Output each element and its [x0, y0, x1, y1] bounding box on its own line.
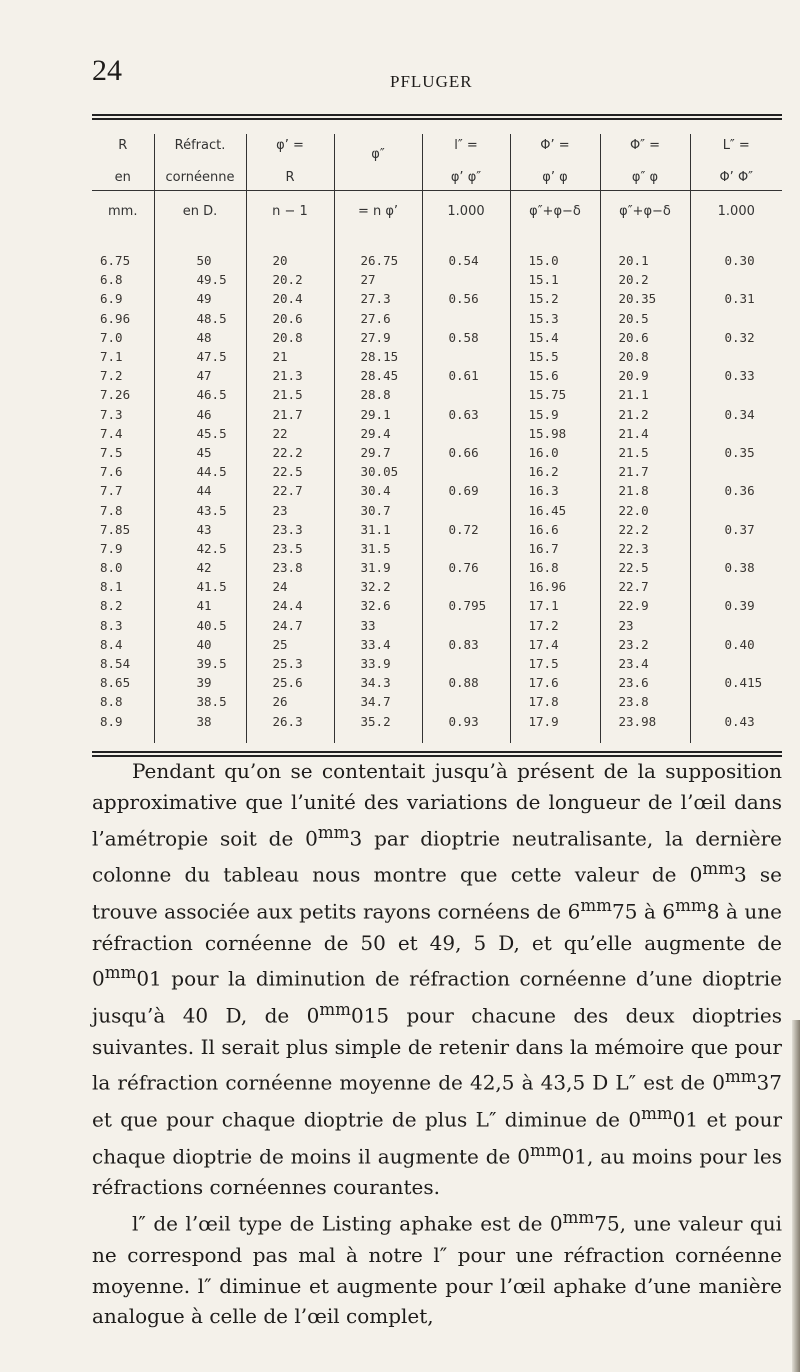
header-row-formulas	[92, 134, 782, 191]
table-row	[92, 385, 782, 404]
table-cell: 47	[154, 366, 246, 385]
table-cell: 22.2	[600, 520, 690, 539]
table-cell: 0.795	[422, 596, 510, 615]
column-header-3: φ″	[334, 134, 422, 191]
table-row	[92, 270, 782, 289]
table-cell: 15.5	[510, 347, 600, 366]
table-cell: 23.4	[600, 654, 690, 673]
table-cell: 22.5	[246, 462, 334, 481]
table-cell: 40	[154, 635, 246, 654]
table-cell	[422, 424, 510, 443]
table-cell: 22.7	[600, 577, 690, 596]
table-cell: 0.54	[422, 231, 510, 270]
table-cell: 46	[154, 405, 246, 424]
table-cell: 8.2	[100, 598, 123, 614]
table-cell: 15.4	[510, 328, 600, 347]
table-cell: 23	[600, 616, 690, 635]
table-cell: 26.3	[246, 712, 334, 743]
table-cell	[690, 309, 782, 328]
table-cell: 0.76	[422, 558, 510, 577]
table-cell: 15.75	[510, 385, 600, 404]
table-cell: 23.8	[246, 558, 334, 577]
running-head: PFLUGER	[390, 72, 473, 91]
table-cell: 48	[154, 328, 246, 347]
table-cell: 0.31	[690, 289, 782, 308]
table-cell: 25	[246, 635, 334, 654]
table-cell: 21.5	[600, 443, 690, 462]
table-cell: 49	[154, 289, 246, 308]
table-row	[92, 654, 782, 673]
table-cell: 38.5	[154, 692, 246, 711]
table-cell	[422, 385, 510, 404]
table-cell: 20.4	[246, 289, 334, 308]
table-cell: 31.1	[334, 520, 422, 539]
table-cell: 17.1	[510, 596, 600, 615]
table-cell: 22.2	[246, 443, 334, 462]
table-cell: 23.8	[600, 692, 690, 711]
table-cell: 32.6	[334, 596, 422, 615]
table-cell: 6.75	[100, 253, 131, 269]
table-cell: 7.8	[100, 502, 123, 518]
table-cell	[690, 385, 782, 404]
table-cell: 16.8	[510, 558, 600, 577]
table-cell	[690, 347, 782, 366]
table-cell: 31.5	[334, 539, 422, 558]
table-cell: 15.0	[510, 231, 600, 270]
column-subheader-4: 1.000	[422, 191, 510, 232]
column-subheader-7: 1.000	[690, 191, 782, 232]
table-row	[92, 405, 782, 424]
table-body	[92, 231, 782, 743]
table-cell: 16.96	[510, 577, 600, 596]
column-header-0: R en	[92, 134, 154, 191]
column-subheader-0: mm.	[108, 203, 138, 219]
table-cell: 22.9	[600, 596, 690, 615]
table-cell: 23.5	[246, 539, 334, 558]
table-cell: 33.4	[334, 635, 422, 654]
table-cell: 16.3	[510, 481, 600, 500]
data-table-container	[92, 114, 782, 757]
table-cell: 42.5	[154, 539, 246, 558]
body-text	[92, 756, 782, 1332]
table-cell: 8.54	[100, 656, 131, 672]
header-row-units	[92, 191, 782, 232]
table-cell: 26	[246, 692, 334, 711]
table-cell: 0.37	[690, 520, 782, 539]
table-cell: 0.32	[690, 328, 782, 347]
table-cell: 8.1	[100, 579, 123, 595]
table-cell: 15.3	[510, 309, 600, 328]
table-cell: 20.2	[246, 270, 334, 289]
table-cell: 17.4	[510, 635, 600, 654]
column-header-6: Φ″ = φ″ φ	[600, 134, 690, 191]
table-cell: 17.8	[510, 692, 600, 711]
table-cell: 8.65	[100, 675, 131, 691]
table-cell: 29.4	[334, 424, 422, 443]
table-cell: 21.7	[246, 405, 334, 424]
table-cell: 17.9	[510, 712, 600, 743]
column-header-4: l″ = φ’ φ″	[422, 134, 510, 191]
page-edge-shadow	[792, 1020, 800, 1372]
table-cell: 30.05	[334, 462, 422, 481]
table-cell: 22.7	[246, 481, 334, 500]
table-row	[92, 347, 782, 366]
table-cell: 20.5	[600, 309, 690, 328]
table-cell: 15.2	[510, 289, 600, 308]
table-cell: 39	[154, 673, 246, 692]
table-cell: 7.2	[100, 368, 123, 384]
paragraph-2: l″ de l’œil type de Listing aphake est de $0^{mm}75$, une valeur qui ne correspond pas mal à notre l″ pour une réfraction cornéenne moyenne. l″ diminue et augmente pour l’œil aphake d’une manière analogue à celle de l’œil complet,	[92, 1208, 783, 1329]
table-row	[92, 692, 782, 711]
table-cell: 7.5	[100, 444, 123, 460]
column-header-7: L″ = Φ’ Φ″	[690, 134, 782, 191]
table-cell: 27.3	[334, 289, 422, 308]
table-cell	[690, 424, 782, 443]
page-number: 24	[92, 54, 122, 87]
table-row	[92, 424, 782, 443]
column-header-5: Φ’ = φ’ φ	[510, 134, 600, 191]
table-cell: 25.6	[246, 673, 334, 692]
table-cell: 28.15	[334, 347, 422, 366]
table-row	[92, 481, 782, 500]
table-row	[92, 520, 782, 539]
table-cell: 16.45	[510, 500, 600, 519]
table-cell: 0.43	[690, 712, 782, 743]
table-row	[92, 635, 782, 654]
table-cell: 33.9	[334, 654, 422, 673]
table-cell	[690, 692, 782, 711]
table-cell: 16.6	[510, 520, 600, 539]
column-subheader-5: φ″+φ−δ	[510, 191, 600, 232]
table-cell: 17.5	[510, 654, 600, 673]
table-cell: 45.5	[154, 424, 246, 443]
table-cell: 23.3	[246, 520, 334, 539]
table-cell: 22	[246, 424, 334, 443]
table-cell: 27	[334, 270, 422, 289]
table-cell: 15.9	[510, 405, 600, 424]
table-cell: 7.9	[100, 540, 123, 556]
column-header-1: Réfract. cornéenne	[154, 134, 246, 191]
table-cell: 41	[154, 596, 246, 615]
table-cell	[422, 347, 510, 366]
table-cell: 8.9	[100, 713, 123, 729]
table-row	[92, 366, 782, 385]
table-cell: 24.4	[246, 596, 334, 615]
table-cell: 16.7	[510, 539, 600, 558]
table-cell: 20.8	[600, 347, 690, 366]
table-cell: 7.7	[100, 483, 123, 499]
table-cell: 7.1	[100, 349, 123, 365]
table-cell	[690, 577, 782, 596]
table-cell: 34.7	[334, 692, 422, 711]
table-cell: 15.98	[510, 424, 600, 443]
table-cell: 49.5	[154, 270, 246, 289]
table-cell: 23.98	[600, 712, 690, 743]
table-cell: 0.35	[690, 443, 782, 462]
table-cell: 7.26	[100, 387, 131, 403]
table-cell: 0.88	[422, 673, 510, 692]
table-cell: 35.2	[334, 712, 422, 743]
table-cell: 21.5	[246, 385, 334, 404]
table-cell: 7.4	[100, 425, 123, 441]
table-cell: 0.34	[690, 405, 782, 424]
column-subheader-2: n − 1	[246, 191, 334, 232]
table-cell: 20.35	[600, 289, 690, 308]
table-cell: 40.5	[154, 616, 246, 635]
table-cell: 30.4	[334, 481, 422, 500]
table-cell: 26.75	[334, 231, 422, 270]
column-subheader-3: = n φ’	[334, 191, 422, 232]
table-cell: 28.45	[334, 366, 422, 385]
table-cell: 20	[246, 231, 334, 270]
table-cell: 0.30	[690, 231, 782, 270]
table-cell: 22.3	[600, 539, 690, 558]
table-cell: 21.4	[600, 424, 690, 443]
table-cell	[690, 462, 782, 481]
table-cell: 21.8	[600, 481, 690, 500]
table-cell: 17.2	[510, 616, 600, 635]
table-cell: 16.2	[510, 462, 600, 481]
table-row	[92, 462, 782, 481]
table-cell: 39.5	[154, 654, 246, 673]
table-cell: 24.7	[246, 616, 334, 635]
table-cell: 50	[154, 231, 246, 270]
table-cell: 20.6	[246, 309, 334, 328]
table-cell: 44.5	[154, 462, 246, 481]
table-row	[92, 539, 782, 558]
table-cell: 6.96	[100, 310, 131, 326]
table-cell: 15.1	[510, 270, 600, 289]
table-cell: 34.3	[334, 673, 422, 692]
table-cell: 8.0	[100, 560, 123, 576]
table-cell: 0.61	[422, 366, 510, 385]
table-cell: 42	[154, 558, 246, 577]
table-cell: 0.40	[690, 635, 782, 654]
table-cell: 0.58	[422, 328, 510, 347]
table-cell	[690, 616, 782, 635]
table-cell: 20.1	[600, 231, 690, 270]
table-cell: 0.72	[422, 520, 510, 539]
table-cell	[422, 270, 510, 289]
table-cell: 27.9	[334, 328, 422, 347]
table-cell: 0.38	[690, 558, 782, 577]
table-cell: 15.6	[510, 366, 600, 385]
table-row	[92, 596, 782, 615]
table-cell: 21.2	[600, 405, 690, 424]
table-cell: 45	[154, 443, 246, 462]
table-cell: 25.3	[246, 654, 334, 673]
table-cell	[422, 654, 510, 673]
table-cell: 28.8	[334, 385, 422, 404]
table-cell: 24	[246, 577, 334, 596]
table-cell: 38	[154, 712, 246, 743]
table-cell	[422, 500, 510, 519]
table-cell: 0.69	[422, 481, 510, 500]
table-cell: 16.0	[510, 443, 600, 462]
table-cell: 20.9	[600, 366, 690, 385]
table-cell: 7.85	[100, 521, 131, 537]
table-cell: 31.9	[334, 558, 422, 577]
table-cell	[690, 270, 782, 289]
table-cell: 0.36	[690, 481, 782, 500]
table-cell: 43	[154, 520, 246, 539]
column-header-2: φ’ = R	[246, 134, 334, 191]
table-cell: 29.1	[334, 405, 422, 424]
table-cell: 17.6	[510, 673, 600, 692]
table-cell: 0.415	[690, 673, 782, 692]
table-cell: 0.83	[422, 635, 510, 654]
table-cell: 27.6	[334, 309, 422, 328]
table-row	[92, 500, 782, 519]
table-cell: 0.33	[690, 366, 782, 385]
table-cell: 43.5	[154, 500, 246, 519]
column-subheader-1: en D.	[154, 191, 246, 232]
table-cell: 8.4	[100, 636, 123, 652]
table-cell: 22.0	[600, 500, 690, 519]
table-cell	[422, 692, 510, 711]
table-cell: 8.3	[100, 617, 123, 633]
table-cell: 21.1	[600, 385, 690, 404]
table-cell: 44	[154, 481, 246, 500]
table-cell	[422, 616, 510, 635]
table-cell: 21	[246, 347, 334, 366]
paragraph-1: Pendant qu’on se contentait jusqu’à présent de la supposition approximative que l’unité des variations de longueur de l’œil dans l’amétropie soit de $0^{mm}3$ par dioptrie neutralisante, la dernière colonne du tableau nous montre que cette valeur de $0^{mm}3$ se trouve associée aux petits rayons cornéens de $6^{mm}75$ à $6^{mm}8$ à une réfraction cornéenne de 50 et 49, 5 D, et qu’elle augmente de $0^{mm}01$ pour la diminution de réfraction cornéenne d’une dioptrie jusqu’à 40 D, de $0^{mm}015$ pour chacune des deux dioptries suivantes. Il serait plus simple de retenir dans la mémoire que pour la réfraction cornéenne moyenne de 42,5 à 43,5 D L″ est de $0^{mm}37$ et que pour chaque dioptrie de plus L″ diminue de $0^{mm}01$ et pour chaque dioptrie de moins il augmente de $0^{mm}01$, au moins pour les réfractions cornéennes courantes.	[92, 759, 783, 1200]
table-cell: 0.93	[422, 712, 510, 743]
data-table	[92, 134, 782, 743]
table-cell	[690, 539, 782, 558]
table-cell: 20.2	[600, 270, 690, 289]
table-cell: 20.8	[246, 328, 334, 347]
table-cell: 29.7	[334, 443, 422, 462]
table-cell: 21.3	[246, 366, 334, 385]
table-cell: 47.5	[154, 347, 246, 366]
table-cell	[422, 309, 510, 328]
table-cell: 23.6	[600, 673, 690, 692]
table-row	[92, 289, 782, 308]
table-cell: 6.9	[100, 291, 123, 307]
table-cell: 33	[334, 616, 422, 635]
table-cell: 30.7	[334, 500, 422, 519]
table-row	[92, 577, 782, 596]
table-cell: 6.8	[100, 272, 123, 288]
table-cell: 23.2	[600, 635, 690, 654]
table-cell: 8.8	[100, 694, 123, 710]
table-cell	[690, 500, 782, 519]
table-cell: 46.5	[154, 385, 246, 404]
table-row	[92, 558, 782, 577]
table-row	[92, 231, 782, 270]
table-cell	[422, 462, 510, 481]
table-cell: 0.56	[422, 289, 510, 308]
table-row	[92, 328, 782, 347]
table-cell: 22.5	[600, 558, 690, 577]
table-cell: 48.5	[154, 309, 246, 328]
table-cell	[690, 654, 782, 673]
table-cell	[422, 577, 510, 596]
table-row	[92, 712, 782, 743]
table-cell: 41.5	[154, 577, 246, 596]
table-row	[92, 309, 782, 328]
table-cell: 32.2	[334, 577, 422, 596]
table-cell: 20.6	[600, 328, 690, 347]
table-cell: 7.6	[100, 464, 123, 480]
table-cell: 0.63	[422, 405, 510, 424]
column-subheader-6: φ″+φ−δ	[600, 191, 690, 232]
table-cell: 21.7	[600, 462, 690, 481]
table-cell: 0.66	[422, 443, 510, 462]
table-cell: 7.3	[100, 406, 123, 422]
table-cell: 23	[246, 500, 334, 519]
table-cell	[422, 539, 510, 558]
table-cell: 7.0	[100, 329, 123, 345]
table-cell: 0.39	[690, 596, 782, 615]
table-row	[92, 673, 782, 692]
table-row	[92, 443, 782, 462]
table-row	[92, 616, 782, 635]
